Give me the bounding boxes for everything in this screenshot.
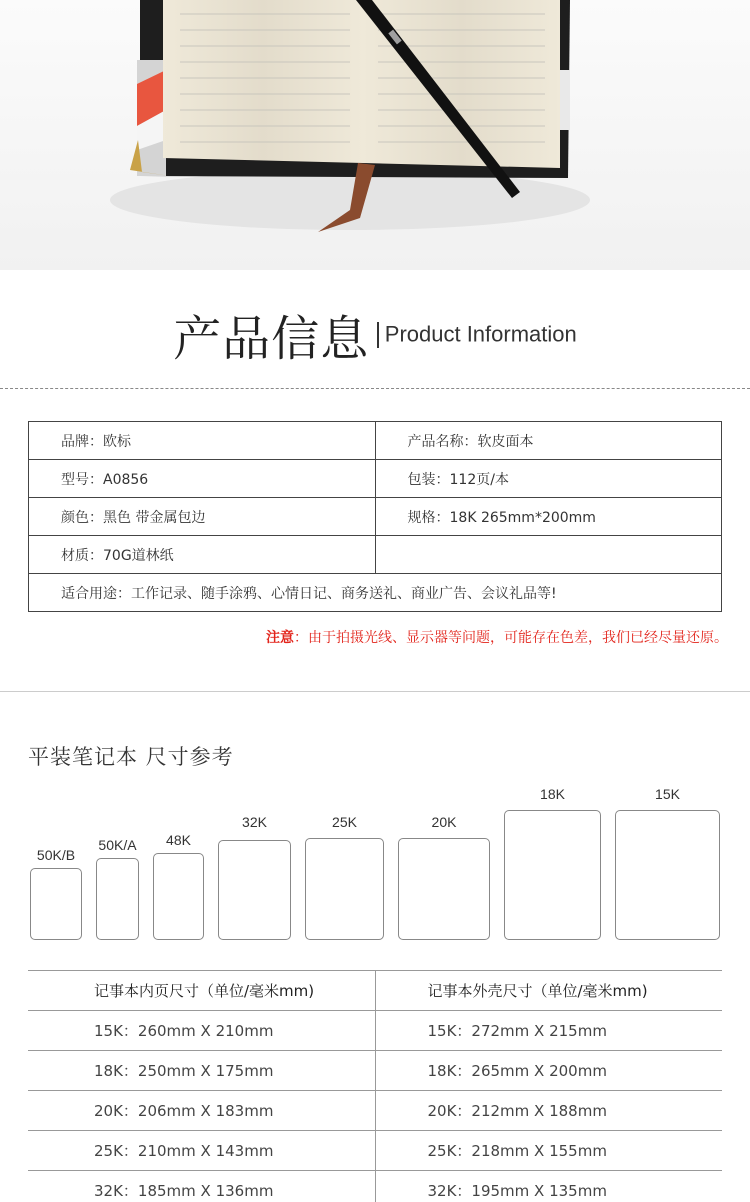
info-empty <box>375 536 722 574</box>
size-box-50kb <box>30 868 82 940</box>
title-divider <box>377 322 379 348</box>
size-box-20k <box>398 838 490 940</box>
size-reference-title: 平装笔记本 尺寸参考 <box>28 745 234 769</box>
section-title-zh: 产品信息 <box>173 311 370 367</box>
inner-size-cell: 32K：185mm X 136mm <box>28 1171 375 1202</box>
size-label-20k: 20K <box>431 814 457 830</box>
table-row <box>28 1131 722 1171</box>
size-table <box>28 970 722 1202</box>
info-packaging: 包装：112页/本 <box>375 460 722 498</box>
table-row <box>29 574 722 612</box>
info-product-name: 产品名称：软皮面本 <box>375 422 722 460</box>
inner-size-cell: 20K：206mm X 183mm <box>28 1091 375 1131</box>
table-row <box>29 498 722 536</box>
product-info-table <box>28 421 722 612</box>
size-label-50ka: 50K/A <box>98 837 137 853</box>
notebook-illustration <box>0 0 750 270</box>
header-outer-size: 记事本外壳尺寸（单位/毫米mm) <box>375 971 722 1011</box>
info-usage: 适合用途：工作记录、随手涂鸦、心情日记、商务送礼、商业广告、会议礼品等! <box>29 574 722 612</box>
table-row <box>29 536 722 574</box>
table-row <box>28 1091 722 1131</box>
notice-label: 注意 <box>266 630 294 646</box>
table-row <box>28 1051 722 1091</box>
inner-size-cell: 15K：260mm X 210mm <box>28 1011 375 1051</box>
outer-size-cell: 15K：272mm X 215mm <box>375 1011 722 1051</box>
table-row <box>29 460 722 498</box>
size-label-50kb: 50K/B <box>36 847 76 863</box>
section-title-en: Product Information <box>384 321 577 347</box>
inner-size-cell: 25K：210mm X 143mm <box>28 1131 375 1171</box>
outer-size-cell: 20K：212mm X 188mm <box>375 1091 722 1131</box>
inner-size-cell: 18K：250mm X 175mm <box>28 1051 375 1091</box>
table-row <box>28 1171 722 1202</box>
outer-size-cell: 18K：265mm X 200mm <box>375 1051 722 1091</box>
info-model: 型号：A0856 <box>29 460 376 498</box>
size-box-32k <box>218 840 291 940</box>
color-notice <box>266 627 728 647</box>
info-color: 颜色：黑色 带金属包边 <box>29 498 376 536</box>
table-row <box>29 422 722 460</box>
outer-size-cell: 25K：218mm X 155mm <box>375 1131 722 1171</box>
size-box-18k <box>504 810 601 940</box>
size-box-25k <box>305 838 384 940</box>
size-label-15k: 15K <box>655 786 680 802</box>
table-header-row <box>28 971 722 1011</box>
info-material: 材质：70G道林纸 <box>29 536 376 574</box>
size-label-48k: 48K <box>166 832 191 848</box>
outer-size-cell: 32K：195mm X 135mm <box>375 1171 722 1202</box>
header-inner-size: 记事本内页尺寸（单位/毫米mm) <box>28 971 375 1011</box>
dashed-divider <box>0 388 750 389</box>
size-label-25k: 25K <box>332 814 357 830</box>
size-box-48k <box>153 853 204 940</box>
size-box-15k <box>615 810 720 940</box>
info-spec: 规格：18K 265mm*200mm <box>375 498 722 536</box>
size-box-50ka <box>96 858 139 940</box>
size-label-18k: 18K <box>540 786 565 802</box>
notice-text: ：由于拍摄光线、显示器等问题，可能存在色差，我们已经尽量还原。 <box>294 630 728 646</box>
notebook-photo <box>0 0 750 270</box>
table-row <box>28 1011 722 1051</box>
info-brand: 品牌：欧标 <box>29 422 376 460</box>
section-title <box>0 300 750 369</box>
section-divider <box>0 691 750 692</box>
size-label-32k: 32K <box>242 814 267 830</box>
